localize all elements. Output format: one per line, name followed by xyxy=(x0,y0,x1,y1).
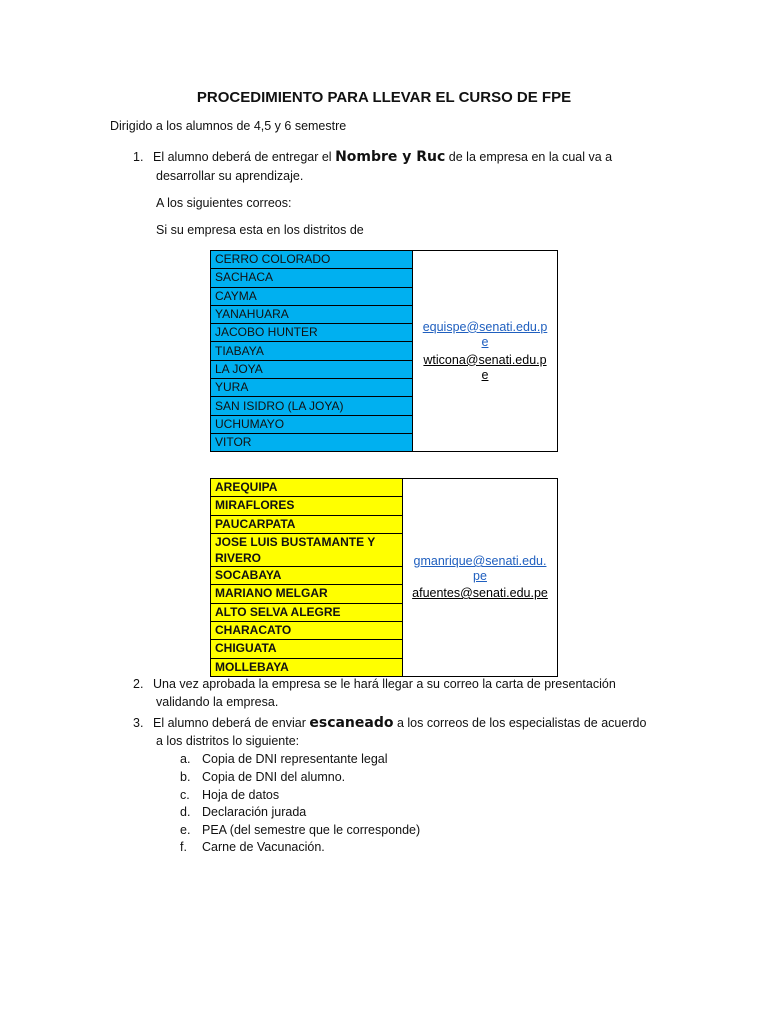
district-cell: CHARACATO xyxy=(211,621,403,639)
step2-number: 2. xyxy=(133,677,144,691)
district-cell: MOLLEBAYA xyxy=(211,658,403,676)
step2-text: Una vez aprobada la empresa se le hará llegar a su correo la carta de presentación xyxy=(153,677,616,691)
step3-pre: El alumno deberá de enviar xyxy=(153,716,310,730)
district-cell: MARIANO MELGAR xyxy=(211,585,403,603)
step2-line1 xyxy=(133,677,616,691)
district-cell: SACHACA xyxy=(211,269,413,287)
step1-post: de la empresa en la cual va a xyxy=(445,150,613,164)
district-table-1 xyxy=(210,250,558,452)
step3-line1 xyxy=(133,715,646,731)
district-cell: YURA xyxy=(211,379,413,397)
step1-p1: A los siguientes correos: xyxy=(156,196,292,210)
step1-bold: Nombre y Ruc xyxy=(335,149,446,165)
district-cell: SOCABAYA xyxy=(211,566,403,584)
district-cell: JACOBO HUNTER xyxy=(211,324,413,342)
step3-line2: a los distritos lo siguiente: xyxy=(156,734,300,748)
step1-line2: desarrollar su aprendizaje. xyxy=(156,169,304,183)
step1-line1 xyxy=(133,149,612,165)
district-cell: CERRO COLORADO xyxy=(211,251,413,269)
district-cell: UCHUMAYO xyxy=(211,415,413,433)
email-cell-1 xyxy=(413,251,558,452)
district-cell: CHIGUATA xyxy=(211,640,403,658)
district-table-2 xyxy=(210,478,558,677)
step3-bold: escaneado xyxy=(309,715,394,731)
district-cell: TIABAYA xyxy=(211,342,413,360)
district-cell: SAN ISIDRO (LA JOYA) xyxy=(211,397,413,415)
email-link-equispe[interactable]: equispe@senati.edu.p e xyxy=(422,319,548,349)
step1-p2: Si su empresa esta en los distritos de xyxy=(156,223,364,237)
district-cell: AREQUIPA xyxy=(211,479,403,497)
step3-number: 3. xyxy=(133,716,144,730)
email-cell-2 xyxy=(403,479,558,677)
district-cell: CAYMA xyxy=(211,287,413,305)
list-item: d. Declaración jurada xyxy=(180,805,307,819)
list-item: c. Hoja de datos xyxy=(180,788,280,802)
district-cell: LA JOYA xyxy=(211,360,413,378)
document-title: PROCEDIMIENTO PARA LLEVAR EL CURSO DE FPE xyxy=(196,89,572,106)
district-cell: VITOR xyxy=(211,433,413,451)
step3-post: a los correos de los especialistas de acuerdo xyxy=(393,716,647,730)
list-item: b. Copia de DNI del alumno. xyxy=(180,770,346,784)
intro-text: Dirigido a los alumnos de 4,5 y 6 semestre xyxy=(110,119,347,133)
step2-line2: validando la empresa. xyxy=(156,695,279,709)
list-item: f. Carne de Vacunación. xyxy=(180,840,325,854)
district-cell: YANAHUARA xyxy=(211,305,413,323)
step1-pre: El alumno deberá de entregar el xyxy=(153,150,336,164)
email-link-gmanrique[interactable]: gmanrique@senati.edu. pe xyxy=(413,554,547,583)
district-cell: ALTO SELVA ALEGRE xyxy=(211,603,403,621)
email-afuentes[interactable]: afuentes@senati.edu.pe xyxy=(412,586,548,600)
district-cell: JOSE LUIS BUSTAMANTE Y RIVERO xyxy=(211,533,403,566)
district-cell: MIRAFLORES xyxy=(211,497,403,515)
email-wticona[interactable]: wticona@senati.edu.p e xyxy=(423,352,547,382)
district-cell: PAUCARPATA xyxy=(211,515,403,533)
list-item: a. Copia de DNI representante legal xyxy=(180,752,388,766)
list-item: e. PEA (del semestre que le corresponde) xyxy=(180,823,421,837)
step1-number: 1. xyxy=(133,150,144,164)
